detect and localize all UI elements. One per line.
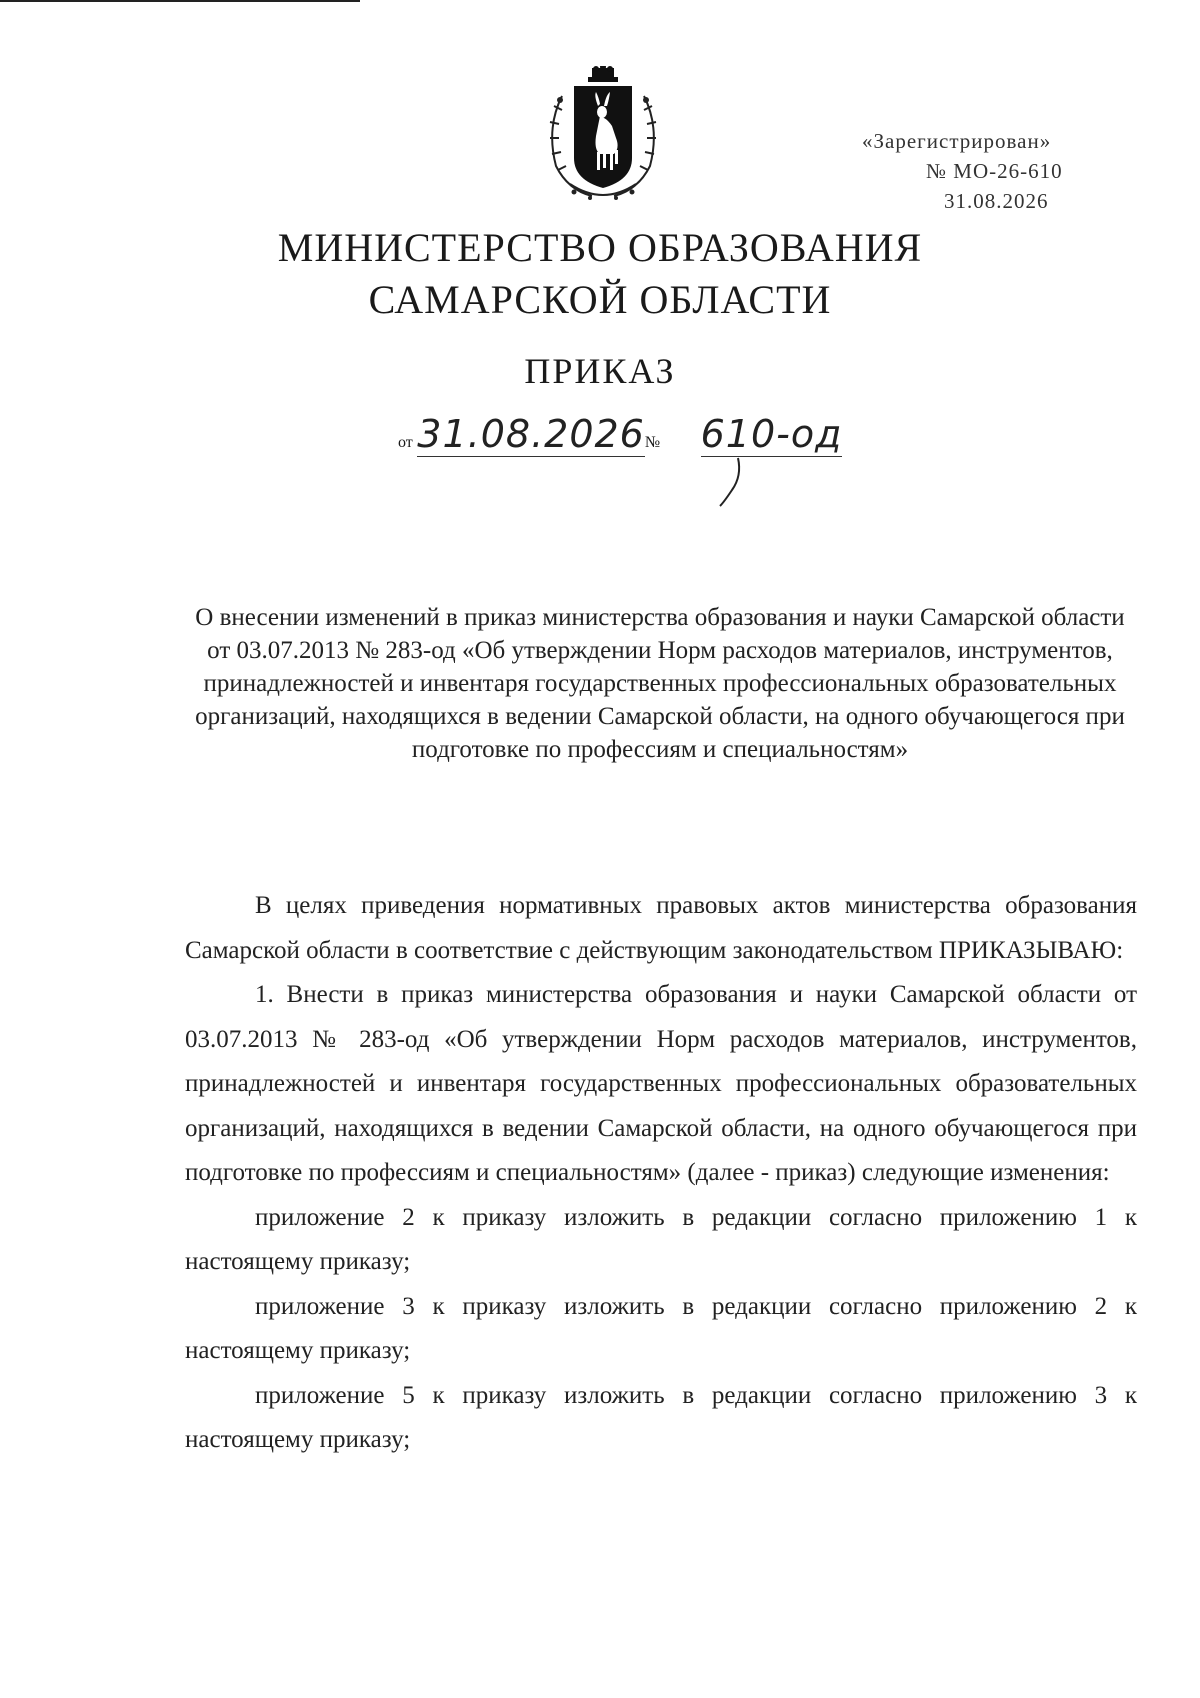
registration-number: № МО-26-610 [926,159,1063,183]
order-subject: О внесении изменений в приказ министерства образования и науки Самарской области от 03.07.2013 № 283-од «Об утверждении Норм расходов материалов, инструментов, принадлежностей и инвентаря государственных профессиональных образовательных организаций, находящихся в ведении Самарской области, на одного обучающегося при подготовке по профессиям и специальностям» [195,604,1125,763]
item-1-paragraph: 1. Внести в приказ министерства образования и науки Самарской области от 03.07.2013 № 283-од «Об утверждении Норм расходов материалов, инструментов, принадлежностей и инвентаря государственных профессиональных образовательных организаций, находящихся в ведении Самарской области, на одного обучающегося при подготовке по профессиям и специальностям» (далее - приказ) следующие изменения: [185,981,1137,1186]
registration-stamp [862,126,1122,216]
change-2-paragraph: приложение 3 к приказу изложить в редакции согласно приложению 2 к настоящему приказу; [185,1292,1137,1364]
top-rule [0,0,360,2]
number-label: № [644,434,661,451]
order-date: 31.08.2026 [417,412,645,456]
document-type: ПРИКАЗ [524,351,676,391]
ministry-heading [150,222,1050,326]
registration-date: 31.08.2026 [944,189,1049,213]
order-body [185,884,1137,1463]
change-1-paragraph: приложение 2 к приказу изложить в редакции согласно приложению 1 к настоящему приказу; [185,1203,1137,1275]
ministry-line-1: МИНИСТЕРСТВО ОБРАЗОВАНИЯ [277,225,923,270]
ministry-line-2: САМАРСКОЙ ОБЛАСТИ [368,277,832,322]
samara-coat-of-arms-icon [540,66,666,202]
date-from-label: от [398,434,413,451]
registration-label: «Зарегистрирован» [862,129,1052,153]
handwriting-stroke [716,456,746,508]
change-3-paragraph: приложение 5 к приказу изложить в редакции согласно приложению 3 к настоящему приказу; [185,1381,1137,1453]
order-number: 610-од [700,412,843,456]
preamble-paragraph: В целях приведения нормативных правовых актов министерства образования Самарской области в соответствие с действующим законодательством ПРИКАЗЫВАЮ: [185,892,1137,964]
order-dateline [398,412,842,457]
